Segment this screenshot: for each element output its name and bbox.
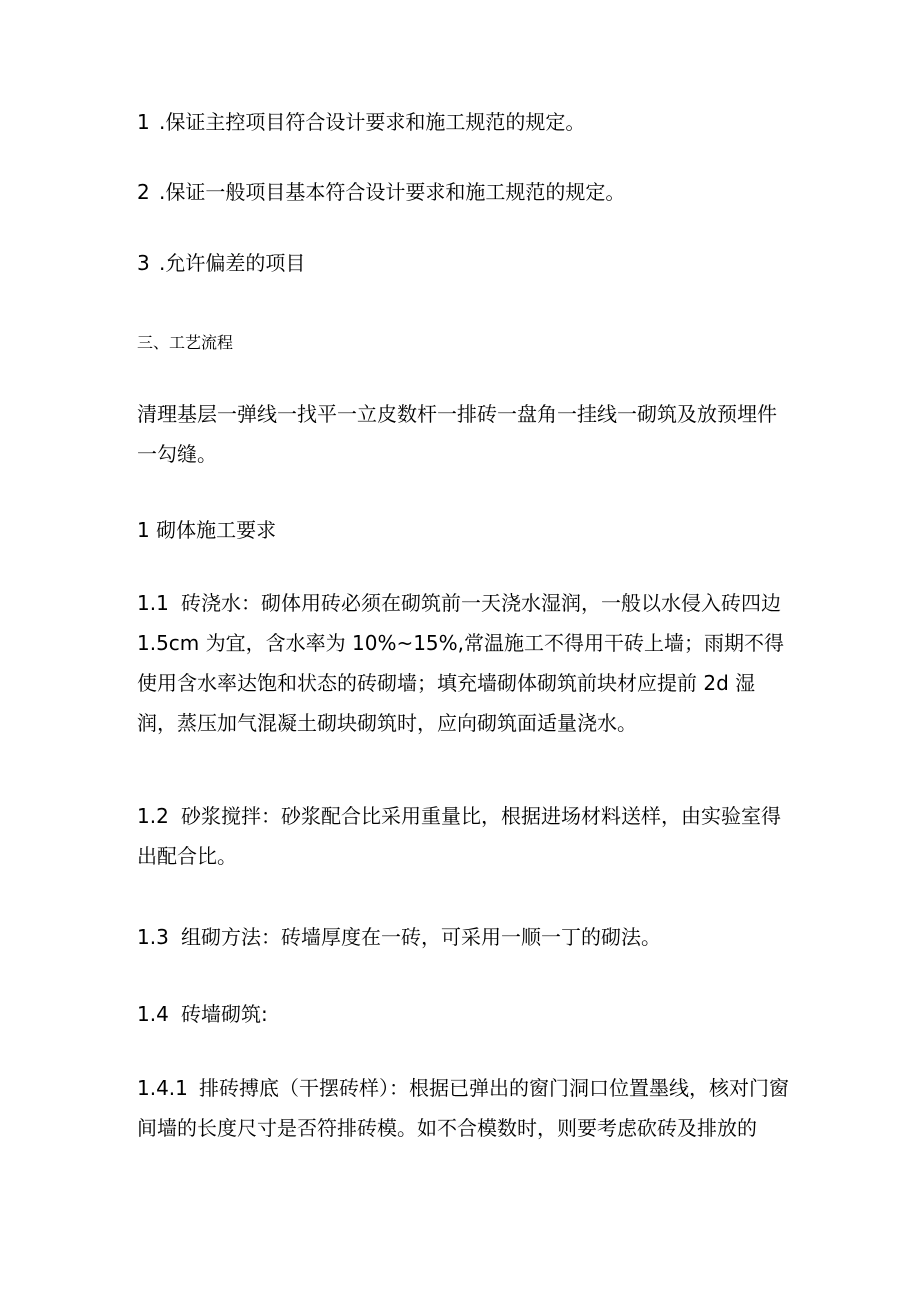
list-item-text: .允许偏差的项目 <box>159 251 306 275</box>
list-item-3 <box>137 243 792 283</box>
process-flow-paragraph: 清理基层一弹线一找平一立皮数杆一排砖一盘角一挂线一砌筑及放预埋件一勾缝。 <box>137 402 777 466</box>
section-1-2 <box>137 796 792 876</box>
section-number: 1.1 <box>137 591 169 615</box>
section-number: 1.4 <box>137 1002 169 1026</box>
section-text: 组砌方法：砖墙厚度在一砖，可采用一顺一丁的砌法。 <box>181 925 661 949</box>
section-text: 砖墙砌筑: <box>181 1002 268 1026</box>
section-number: 1.2 <box>137 804 169 828</box>
list-item-number: 1 <box>137 110 150 134</box>
subheading-masonry-requirements: 1 砌体施工要求 <box>137 518 277 542</box>
section-1-1 <box>137 583 792 743</box>
list-item-text: .保证主控项目符合设计要求和施工规范的规定。 <box>159 110 586 134</box>
section-number: 1.3 <box>137 925 169 949</box>
list-item-number: 2 <box>137 180 150 204</box>
section-text: 砂浆搅拌：砂浆配合比采用重量比，根据进场材料送样，由实验室得出配合比。 <box>137 804 781 868</box>
section-number: 1.4.1 <box>137 1076 188 1100</box>
list-item-2 <box>137 172 792 212</box>
section-text: 砖浇水：砌体用砖必须在砌筑前一天浇水湿润，一般以水侵入砖四边1.5cm 为宜，含水率为 10%~15%,常温施工不得用干砖上墙；雨期不得使用含水率达饱和状态的砖砌墙；填充墙砌体砌筑前块材应提前 2d 湿润，蒸压加气混凝土砌块砌筑时，应向砌筑面适量浇水。 <box>137 591 785 735</box>
section-heading: 三、工艺流程 <box>137 333 234 352</box>
list-item-text: .保证一般项目基本符合设计要求和施工规范的规定。 <box>159 180 626 204</box>
list-item-1 <box>137 102 792 142</box>
section-1-4-1 <box>137 1068 792 1148</box>
section-1-3 <box>137 917 792 957</box>
section-text: 排砖搏底（干摆砖样）：根据已弹出的窗门洞口位置墨线，核对门窗间墙的长度尺寸是否符排砖模。如不合模数时，则要考虑砍砖及排放的 <box>137 1076 789 1140</box>
section-1-4 <box>137 994 792 1034</box>
list-item-number: 3 <box>137 251 150 275</box>
